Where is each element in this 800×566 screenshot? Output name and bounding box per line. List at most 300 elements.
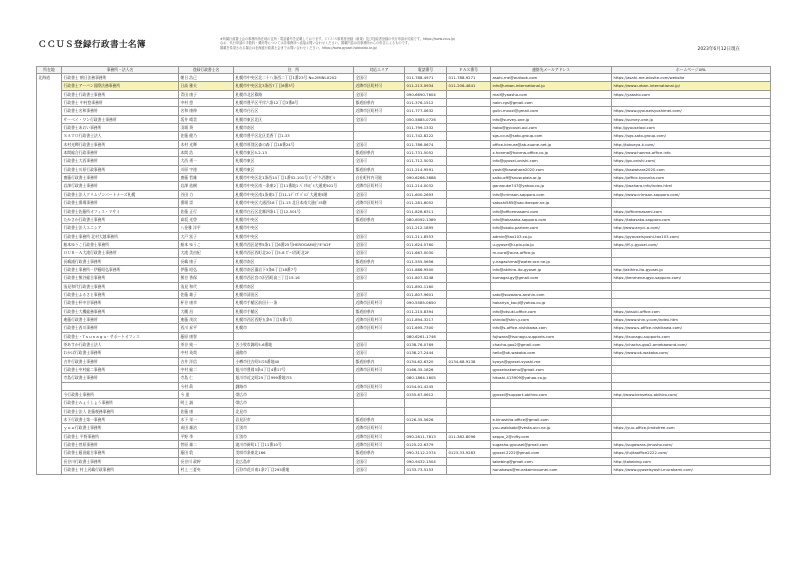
area-cell: 全国可 xyxy=(354,232,405,240)
email-cell[interactable]: m.oura@oura-office.jp xyxy=(491,249,612,257)
phone-cell: 011-555-5656 xyxy=(405,257,447,265)
website-cell[interactable]: https://gyouseisyoshi-tax103.com/ xyxy=(612,232,771,240)
website-cell[interactable]: https://www.ok-wakaba.com/ xyxy=(612,349,771,357)
fax-cell xyxy=(447,182,491,190)
writer-name-cell: 進藤 茂次 xyxy=(179,315,234,323)
website-cell[interactable]: https://sugawara-jimusho.com/ xyxy=(612,441,771,449)
fax-cell xyxy=(447,424,491,432)
office-cell: 本間総合行政事務所 xyxy=(62,149,179,157)
address-cell: 美唄市条東北166 xyxy=(234,449,354,457)
email-cell[interactable]: nakn.rgs@gmail.com xyxy=(491,99,612,107)
office-cell: ｙｕｕ行政書士事務所 xyxy=(62,424,179,432)
area-cell: 都道府県内 xyxy=(354,215,405,223)
phone-cell: 0125-22-6379 xyxy=(405,441,447,449)
writer-name-cell: 船本 ゆうこ xyxy=(179,240,234,248)
phone-cell: 011-894-3217 xyxy=(405,315,447,323)
table-row xyxy=(37,157,771,165)
website-cell[interactable]: https://asahi-me.wixsite.com/website xyxy=(612,74,771,82)
table-row xyxy=(37,374,771,382)
table-row xyxy=(37,224,771,232)
col-header-url: ホームページURL xyxy=(612,67,771,74)
office-cell: 行政書士番場事務所 xyxy=(62,199,179,207)
address-cell: 札幌市中央区南1条東2丁目11-1ﾃﾞｲｽﾞﾊﾞﾙｺﾞ大通東5階 xyxy=(234,190,354,198)
table-row xyxy=(37,90,771,98)
office-cell: 行政書士あおい事務所 xyxy=(62,124,179,132)
fax-cell xyxy=(447,382,491,390)
email-cell[interactable]: info@officemasami.com xyxy=(491,207,612,215)
table-row xyxy=(37,299,771,307)
website-cell[interactable]: https://yuu-office.jimdofree.com xyxy=(612,424,771,432)
address-cell: 小樽市住吉町5の5番地40 xyxy=(234,357,354,365)
phone-cell: 090-6690-7604 xyxy=(405,90,447,98)
table-row xyxy=(37,207,771,215)
office-cell: ＳＡＴＯ行政書士法人 xyxy=(62,132,179,140)
email-cell[interactable]: chacha.goo2@gmail.com xyxy=(491,341,612,349)
email-cell[interactable]: sgs-ccus@sato-group.com xyxy=(491,132,612,140)
website-cell[interactable]: https://office-kyonnka.com xyxy=(612,174,771,182)
email-cell[interactable]: sugasho.gyousei@gmail.com xyxy=(491,441,612,449)
email-cell[interactable]: saito-off@snow.plala.or.jp xyxy=(491,174,612,182)
address-cell: 札幌市 xyxy=(234,324,354,332)
website-cell[interactable] xyxy=(612,366,771,374)
phone-cell xyxy=(405,407,447,415)
email-cell[interactable]: guiln.mxxxl@gmail.com xyxy=(491,107,612,115)
address-cell: 札幌市東区 xyxy=(234,165,354,173)
phone-cell: 011-886-9500 xyxy=(405,265,447,273)
area-cell: 全国可 xyxy=(354,349,405,357)
website-cell[interactable]: https://officemasami.com xyxy=(612,207,771,215)
website-cell[interactable] xyxy=(612,299,771,307)
writer-name-cell: 木村 光輝 xyxy=(179,140,234,148)
phone-cell: 011-788-4971 xyxy=(405,74,447,82)
area-cell: 都道府県内 xyxy=(354,257,405,265)
fax-cell xyxy=(447,274,491,282)
writer-name-cell: 本間 浩 xyxy=(179,149,234,157)
address-cell: 札幌市南区 xyxy=(234,124,354,132)
table-row xyxy=(37,341,771,349)
phone-cell: 0154-91-4245 xyxy=(405,382,447,390)
table-row xyxy=(37,449,771,457)
office-cell: 行政書士熊谷総合事務所 xyxy=(62,274,179,282)
email-cell[interactable]: y-nagashima@water.ocn.ne.jp xyxy=(491,257,612,265)
email-cell[interactable]: hello@ok-wakaba.com xyxy=(491,349,612,357)
col-header-name: 登録行政書士名 xyxy=(179,67,234,74)
email-cell[interactable]: info@s-office-nishikawa.com xyxy=(491,324,612,332)
address-cell: 江別市 xyxy=(234,432,354,440)
area-cell: 全国可 xyxy=(354,90,405,98)
area-cell: 都道府県内 xyxy=(354,416,405,424)
office-cell: 行政書士法人クリムゾンパートナーズ札幌 xyxy=(62,190,179,198)
website-cell[interactable]: https://www.crimson-sapporo.com/ xyxy=(612,190,771,198)
office-cell: 行政書士川原行政事務所 xyxy=(62,165,179,173)
table-row xyxy=(37,382,771,390)
area-cell: 全国可 xyxy=(354,157,405,165)
address-cell: 札幌市中央区 xyxy=(234,232,354,240)
website-cell[interactable]: https://go-onishi.com/ xyxy=(612,157,771,165)
email-cell[interactable]: sato@sozozoro-anshin.com xyxy=(491,290,612,298)
email-cell[interactable]: info@urban-international.jp xyxy=(491,82,612,90)
website-cell[interactable] xyxy=(612,257,771,265)
address-cell: 滝川市新町1丁目11番10号 xyxy=(234,441,354,449)
email-cell[interactable]: hakariya_kouji@yahoo.co.jp xyxy=(491,299,612,307)
fax-cell xyxy=(447,341,491,349)
fax-cell xyxy=(447,265,491,273)
writer-name-cell: 寺島 仁 xyxy=(179,374,234,382)
email-cell[interactable]: kyoya@gyosei-syoshi.me xyxy=(491,357,612,365)
office-cell: 行政書士 中村悠事務所 xyxy=(62,99,179,107)
website-cell[interactable] xyxy=(612,357,771,365)
phone-cell: 011-777-0632 xyxy=(405,107,447,115)
website-cell[interactable] xyxy=(612,249,771,257)
area-cell: 全国可 xyxy=(354,240,405,248)
website-cell[interactable]: https://www.honma-office.info xyxy=(612,149,771,157)
fax-cell: 0123-33-9283 xyxy=(447,449,491,457)
email-cell[interactable]: z-honma@honma-office.co.jp xyxy=(491,149,612,157)
table-row xyxy=(37,391,771,399)
phone-cell: 090-6266-3688 xyxy=(405,174,447,182)
website-cell[interactable] xyxy=(612,99,771,107)
fax-cell xyxy=(447,324,491,332)
email-cell[interactable]: info@oxalo-partner.com xyxy=(491,224,612,232)
col-header-tel: 電話番号 xyxy=(405,67,447,74)
writer-name-cell: 羽場 葵 xyxy=(179,124,234,132)
email-cell[interactable]: info@takasaka-sapporo.com xyxy=(491,215,612,223)
area-cell: 全国可 xyxy=(354,466,405,474)
office-cell: 木村光輝行政書士事務所 xyxy=(62,140,179,148)
email-cell[interactable]: u-gyosei@u.plo-pla.jp xyxy=(491,240,612,248)
address-cell: 帯広市 xyxy=(234,391,354,399)
area-cell: 全国可 xyxy=(354,457,405,465)
area-cell xyxy=(354,124,405,132)
office-cell: 行政書士 朝日法務事務所 xyxy=(62,74,179,82)
email-cell[interactable]: satoshi585@sao.ikeeper.ne.jp xyxy=(491,199,612,207)
area-cell: 全国可 xyxy=(354,274,405,282)
writer-name-cell: 朝日 浩己 xyxy=(179,74,234,82)
website-cell[interactable] xyxy=(612,399,771,407)
writer-name-cell: 佐藤 康 xyxy=(179,407,234,415)
phone-cell: 090-5585-0650 xyxy=(405,299,447,307)
table-row xyxy=(37,466,771,474)
fax-cell xyxy=(447,124,491,132)
area-cell: 全国可 xyxy=(354,341,405,349)
office-cell: わかば行政書士事務所 xyxy=(62,349,179,357)
website-cell[interactable] xyxy=(612,282,771,290)
email-cell[interactable]: honakawa@murakamiroumei.com xyxy=(491,466,612,474)
table-row xyxy=(37,416,771,424)
writer-name-cell: 八巻雅 洋平 xyxy=(179,224,234,232)
office-cell: 行政書士・T s u n a g u・サポートオフィス xyxy=(62,332,179,340)
writer-name-cell: 西川 昇平 xyxy=(179,324,234,332)
table-row xyxy=(37,99,771,107)
website-cell[interactable]: http://www.kensetsu-obihiro.com/ xyxy=(612,391,771,399)
email-cell[interactable]: gyoseinakamu@gmail.com xyxy=(491,366,612,374)
fax-cell xyxy=(447,391,491,399)
email-cell[interactable]: takebing@gmail.com xyxy=(491,457,612,465)
office-cell xyxy=(62,382,179,390)
website-cell[interactable]: https://takasaka-sapporo.com xyxy=(612,215,771,223)
email-cell[interactable]: gannouke747@yahoo.co.jp xyxy=(491,182,612,190)
table-row xyxy=(37,332,771,340)
office-cell: 行政書士事務所・伊藤昭弘事務所 xyxy=(62,265,179,273)
table-row xyxy=(37,282,771,290)
table-header-row xyxy=(37,67,771,74)
phone-cell: 090-3112-2374 xyxy=(405,449,447,457)
fax-cell xyxy=(447,107,491,115)
col-header-fax: ＦＡＸ番号 xyxy=(447,67,491,74)
area-cell: 都道府県内 xyxy=(354,99,405,107)
area-cell: 近隣市区町村可 xyxy=(354,366,405,374)
table-row xyxy=(37,232,771,240)
address-cell: 札幌市南区 xyxy=(234,282,354,290)
address-cell: 苫小牧市錦町5-6番地 xyxy=(234,341,354,349)
email-cell[interactable]: fujiwara@tsunagu-supports.com xyxy=(491,332,612,340)
address-cell: 札幌市豊平区平岸六条12丁目3番8号 xyxy=(234,99,354,107)
fax-cell xyxy=(447,157,491,165)
phone-cell: 011-667-0030 xyxy=(405,249,447,257)
fax-cell xyxy=(447,224,491,232)
email-cell[interactable]: yoshi@kawahara2020.com xyxy=(491,165,612,173)
office-cell: 行政書士 平野事務所 xyxy=(62,432,179,440)
table-row xyxy=(37,240,771,248)
office-cell: 行政書士法人 佐藤税務事務所 xyxy=(62,407,179,415)
area-cell: 近隣市区町村可 xyxy=(354,424,405,432)
fax-cell xyxy=(447,349,491,357)
phone-cell: 011-695-7300 xyxy=(405,324,447,332)
address-cell: 札幌市西区西野五条5丁目5番1号 xyxy=(234,315,354,323)
address-cell: 札幌市中央区南一条東2丁目11番地1 ﾊﾞｲﾀﾙﾋﾞﾙ大通東501号 xyxy=(234,182,354,190)
area-cell xyxy=(354,224,405,232)
table-row xyxy=(37,174,771,182)
office-cell: 行政書士藤田総合事務所 xyxy=(62,449,179,457)
table-row xyxy=(37,290,771,298)
table-row xyxy=(37,190,771,198)
email-cell[interactable]: shindo@shin-y.com xyxy=(491,315,612,323)
table-row xyxy=(37,140,771,148)
table-row xyxy=(37,149,771,157)
website-cell[interactable]: http://takebing.com xyxy=(612,457,771,465)
writer-name-cell: 平野 季 xyxy=(179,432,234,440)
email-cell[interactable]: info@survey-one.jp xyxy=(491,115,612,123)
website-cell[interactable]: https://www.gyoseisyoshi-murakami.com/ xyxy=(612,466,771,474)
office-cell: 行政書士大槻総務事務所 xyxy=(62,307,179,315)
email-cell[interactable]: seppo_2@nifty.com xyxy=(491,432,612,440)
registry-table-body xyxy=(37,74,771,475)
area-cell: 近隣市区町村可 xyxy=(354,382,405,390)
address-cell: 札幌市西区発寒5条1丁目6番25号HEROGAMI出"E"A2F xyxy=(234,240,354,248)
phone-cell: 011-826-6311 xyxy=(405,207,447,215)
address-cell xyxy=(234,332,354,340)
website-cell[interactable] xyxy=(612,382,771,390)
email-cell[interactable]: gyosei@support-obihiro.com xyxy=(491,391,612,399)
col-header-location: 所在地 xyxy=(37,67,62,74)
phone-cell: 011-892-1160 xyxy=(405,282,447,290)
phone-cell: 011-731-5052 xyxy=(405,149,447,157)
website-cell[interactable]: https://www.shin-y.com/index.htm xyxy=(612,315,771,323)
table-row xyxy=(37,265,771,273)
email-cell[interactable]: admin@tax103.co.jp xyxy=(491,232,612,240)
website-cell[interactable]: https://otsuki-office.com xyxy=(612,307,771,315)
writer-name-cell: 中村 英哉 xyxy=(179,349,234,357)
phone-cell: 011-807-9601 xyxy=(405,290,447,298)
writer-name-cell: 佐藤 雄子 xyxy=(179,290,234,298)
email-cell[interactable]: info@crimson-sapporo.com xyxy=(491,190,612,198)
fax-cell: 011-206-4841 xyxy=(447,82,491,90)
website-cell[interactable]: https://yaasho.com xyxy=(612,90,771,98)
website-cell[interactable]: http://gyouseiaoi.com xyxy=(612,124,771,132)
writer-name-cell: 明上 誠 xyxy=(179,399,234,407)
phone-cell: 0133-73-5153 xyxy=(405,466,447,474)
phone-cell: 011-742-8222 xyxy=(405,132,447,140)
website-cell[interactable]: https://www.s-office-nishikawa.com/ xyxy=(612,324,771,332)
office-cell: ＯＵＲ－Ａ大滝行政書士事務所 xyxy=(62,249,179,257)
writer-name-cell: 川原 宇徳 xyxy=(179,165,234,173)
fax-cell: 0134-68-9138 xyxy=(447,357,491,365)
phone-cell: 080-6261-1746 xyxy=(405,332,447,340)
website-cell[interactable]: https://kenmenzugyo-sapporo.com/ xyxy=(612,274,771,282)
phone-cell: 080-1864-1605 xyxy=(405,374,447,382)
office-cell: 行政書士名和事務所 xyxy=(62,107,179,115)
office-cell: 茶あすか行政書士法人 xyxy=(62,341,179,349)
website-cell[interactable]: https://fujitaoffice2222.com/ xyxy=(612,449,771,457)
writer-name-cell: 中村 総二 xyxy=(179,366,234,374)
email-cell[interactable]: info@otsuki-office.com xyxy=(491,307,612,315)
office-cell: 長谷川行政書士事務所 xyxy=(62,457,179,465)
phone-cell: 090-9432-1504 xyxy=(405,457,447,465)
office-cell: サーベイ・ワン行政書士事務所 xyxy=(62,115,179,123)
table-row xyxy=(37,357,771,365)
table-row xyxy=(37,124,771,132)
address-cell: 札幌市手稲区 xyxy=(234,307,354,315)
table-row xyxy=(37,399,771,407)
website-cell[interactable]: https://sgs.sato-group.com/ xyxy=(612,132,771,140)
phone-cell: 011-215-8394 xyxy=(405,307,447,315)
website-cell[interactable]: https://www.gyouseisyoshimei.com/ xyxy=(612,107,771,115)
email-cell[interactable]: mail@yaasho.com xyxy=(491,90,612,98)
fax-cell xyxy=(447,299,491,307)
website-cell[interactable]: https://tsunagu-supports.com xyxy=(612,332,771,340)
email-cell[interactable] xyxy=(491,382,612,390)
writer-name-cell: 成田 雄治 xyxy=(179,424,234,432)
table-row xyxy=(37,82,771,90)
fax-cell xyxy=(447,407,491,415)
website-cell[interactable]: http://tokueya-k.com/ xyxy=(612,140,771,148)
email-cell[interactable] xyxy=(491,407,612,415)
writer-name-cell: 村上 三夏央 xyxy=(179,466,234,474)
writer-name-cell: 髙坂 光啓 xyxy=(179,215,234,223)
writer-name-cell: 吉井 洋信 xyxy=(179,357,234,365)
area-cell: 都道府県内 xyxy=(354,357,405,365)
document-title: ＣＣＵＳ登録行政書士名簿 xyxy=(38,40,147,50)
email-cell[interactable]: info@gyosei-onishi.com xyxy=(491,157,612,165)
phone-cell: 0138-76-0769 xyxy=(405,341,447,349)
office-cell: 行政書士事務所 北村大越事務所 xyxy=(62,232,179,240)
email-cell[interactable]: gyosei.2222@gmail.com xyxy=(491,449,612,457)
email-cell[interactable]: e.kinoshita.office@gmail.com xyxy=(491,416,612,424)
email-cell[interactable]: hobo@gyousei-aoi.com xyxy=(491,124,612,132)
email-cell[interactable] xyxy=(491,399,612,407)
fax-cell xyxy=(447,290,491,298)
area-cell: 都道府県内 xyxy=(354,149,405,157)
writer-name-cell: 大槻 昌 xyxy=(179,307,234,315)
office-cell: 長嶋浦行政書士事務所 xyxy=(62,257,179,265)
office-cell: 行政書士大西事務所 xyxy=(62,157,179,165)
area-cell: 近隣市区町村可 xyxy=(354,199,405,207)
address-cell: 札幌市清田区 xyxy=(234,290,354,298)
fax-cell: 011-788-9271 xyxy=(447,74,491,82)
website-cell[interactable] xyxy=(612,432,771,440)
website-cell[interactable]: https://survey-one.jp xyxy=(612,115,771,123)
area-cell: 全国可 xyxy=(354,265,405,273)
website-cell[interactable] xyxy=(612,290,771,298)
website-cell[interactable] xyxy=(612,416,771,424)
phone-cell: 050-5885-0726 xyxy=(405,115,447,123)
fax-cell xyxy=(447,132,491,140)
writer-name-cell: 茶谷 純一 xyxy=(179,341,234,349)
area-cell: 近隣市区町村可 xyxy=(354,441,405,449)
address-cell: 旭川市豊岡3条4丁目4番17号 xyxy=(234,366,354,374)
address-cell: 岩見沢市 xyxy=(234,416,354,424)
area-cell: 全国可 xyxy=(354,190,405,198)
area-cell: 近隣市区町村可 xyxy=(354,107,405,115)
address-cell: 札幌市南区 xyxy=(234,257,354,265)
website-cell[interactable]: https://chacha-goo2.amebaownd.com/ xyxy=(612,341,771,349)
website-cell[interactable] xyxy=(612,199,771,207)
area-cell: 全国可 xyxy=(354,207,405,215)
email-cell[interactable]: kumagai.gy@gmail.com xyxy=(491,274,612,282)
website-cell[interactable] xyxy=(612,374,771,382)
website-cell[interactable]: https://ff-y-gyosei.com/ xyxy=(612,240,771,248)
area-cell: 都道府県内 xyxy=(354,165,405,173)
area-cell xyxy=(354,374,405,382)
table-row xyxy=(37,366,771,374)
writer-name-cell: 中村 悠 xyxy=(179,99,234,107)
office-cell: 行政書士中村総二事務所 xyxy=(62,366,179,374)
email-cell[interactable]: info@akihiro-ito-gyosei.jp xyxy=(491,265,612,273)
address-cell: 北広島市 xyxy=(234,457,354,465)
fax-cell xyxy=(447,399,491,407)
website-cell[interactable]: https://kawahara2020.com xyxy=(612,165,771,173)
website-cell[interactable]: http://www.anyci-a.com/ xyxy=(612,224,771,232)
area-cell: 全国可 xyxy=(354,115,405,123)
writer-name-cell: 今 達 xyxy=(179,391,234,399)
email-cell[interactable]: yuu-wabisabi@vesta.ocn.ne.jp xyxy=(491,424,612,432)
email-cell[interactable]: asahi-me@outlook.com xyxy=(491,74,612,82)
table-row xyxy=(37,349,771,357)
address-cell: 札幌市東区5-2-13 xyxy=(234,149,354,157)
office-cell: 齋藤行政書士事務所 xyxy=(62,174,179,182)
writer-name-cell: 大戸 冨子 xyxy=(179,232,234,240)
address-cell: 江別市 xyxy=(234,424,354,432)
office-cell: 行政書士佐藤所オフィス・マサミ xyxy=(62,207,179,215)
website-cell[interactable]: https://www.urban-international.jp/ xyxy=(612,82,771,90)
table-row xyxy=(37,441,771,449)
email-cell[interactable] xyxy=(491,282,612,290)
writer-name-cell: 坂井 晴美 xyxy=(179,115,234,123)
table-row xyxy=(37,274,771,282)
website-cell[interactable]: http://akihiro-ito-gyosei.jp xyxy=(612,265,771,273)
address-cell: 札幌市白石区 xyxy=(234,107,354,115)
address-cell: 札幌市手稲区前田十一条 xyxy=(234,299,354,307)
address-cell: 札幌市厚別区森の森丁目18番24号 xyxy=(234,140,354,148)
email-cell[interactable]: hitoshi.413909@yahoo.co.jp xyxy=(491,374,612,382)
website-cell[interactable]: https://iwahara.info/index.html xyxy=(612,182,771,190)
phone-cell: 011-214-9591 xyxy=(405,165,447,173)
email-cell[interactable]: office-kimura@ab.auone-net.jp xyxy=(491,140,612,148)
address-cell: 札幌市北区篠路 xyxy=(234,90,354,98)
table-row xyxy=(37,249,771,257)
office-cell: 行政書士 村上河嶋行政事務所 xyxy=(62,466,179,474)
website-cell[interactable] xyxy=(612,407,771,415)
